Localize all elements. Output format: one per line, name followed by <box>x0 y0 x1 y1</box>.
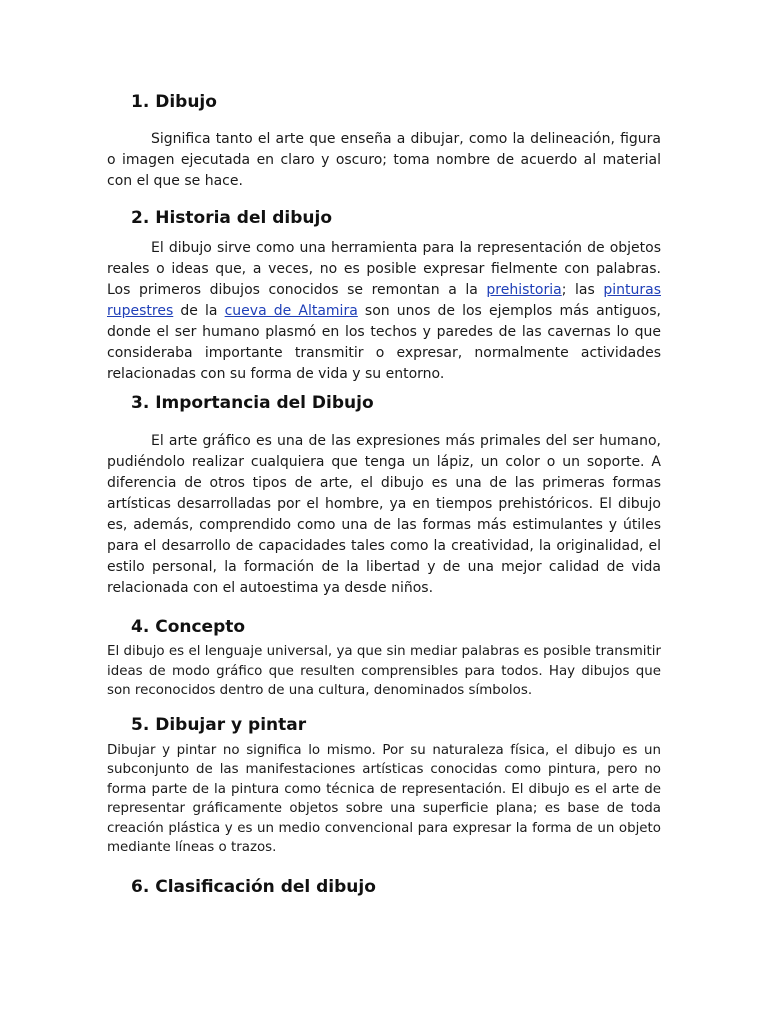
section-title: Dibujo <box>155 92 217 112</box>
section-number: 4. <box>131 617 150 637</box>
section-number: 1. <box>131 92 150 112</box>
section-heading-2 <box>107 206 661 230</box>
section-title: Historia del dibujo <box>155 208 333 228</box>
link-pinturas-rupestres[interactable]: pinturas rupestres <box>107 282 661 319</box>
paragraph-dibujo: Significa tanto el arte que enseña a dibujar, como la delineación, figura o imagen ejecutada en claro y oscuro; toma nombre de acuerdo al material con el que se hace. <box>107 131 661 189</box>
section-heading-6 <box>107 875 661 899</box>
section-title: Concepto <box>155 617 246 637</box>
paragraph-historia <box>107 238 661 385</box>
text-fragment: de la <box>173 303 225 319</box>
section-title: Dibujar y pintar <box>155 714 307 735</box>
section-number: 3. <box>131 393 150 413</box>
link-cueva-de-altamira[interactable]: cueva de Altamira <box>224 303 358 319</box>
text-fragment: ; las <box>561 282 604 298</box>
section-number: 5. <box>131 714 150 735</box>
section-heading-3 <box>107 391 661 415</box>
link-prehistoria[interactable]: prehistoria <box>486 282 562 298</box>
section-heading-4 <box>107 615 661 639</box>
section-title: Clasificación del dibujo <box>155 876 376 897</box>
section-number: 6. <box>131 876 150 897</box>
text-fragment: son unos de los ejemplos más antiguos, donde el ser humano plasmó en los techos y paredes de las cavernas lo que consideraba importante transmitir o expresar, normalmente actividades relacionadas con su forma de vida y su entorno. <box>107 303 661 382</box>
document-page <box>107 88 661 899</box>
section-title: Importancia del Dibujo <box>155 393 374 413</box>
section-heading-1 <box>107 90 661 114</box>
paragraph-concepto: El dibujo es el lenguaje universal, ya que sin mediar palabras es posible transmitir ideas de modo gráfico que resulten comprensibles para todos. Hay dibujos que son reconocidos dentro de una cultura, denominados símbolos. <box>107 644 661 698</box>
paragraph-importancia: El arte gráfico es una de las expresiones más primales del ser humano, pudiéndolo realizar cualquiera que tenga un lápiz, un color o un soporte. A diferencia de otros tipos de arte, el dibujo es una de las primeras formas artísticas desarrolladas por el hombre, ya en tiempos prehistóricos. El dibujo es, además, comprendido como una de las formas más estimulantes y útiles para el desarrollo de capacidades tales como la creatividad, la originalidad, el estilo personal, la formación de la libertad y de una mejor calidad de vida relacionada con el autoestima ya desde niños. <box>107 433 661 596</box>
paragraph-dibujar-y-pintar: Dibujar y pintar no significa lo mismo. Por su naturaleza física, el dibujo es un subconjunto de las manifestaciones artísticas conocidas como pintura, pero no forma parte de la pintura como técnica de representación. El dibujo es el arte de representar gráficamente objetos sobre una superficie plana; es base de toda creación plástica y es un medio convencional para expresar la forma de un objeto mediante líneas o trazos. <box>107 742 661 855</box>
section-heading-5 <box>107 713 661 737</box>
section-number: 2. <box>131 208 150 228</box>
text-fragment: El dibujo sirve como una herramienta para la representación de objetos reales o ideas que, a veces, no es posible expresar fielmente con palabras. Los primeros dibujos conocidos se remontan a la <box>107 240 661 298</box>
